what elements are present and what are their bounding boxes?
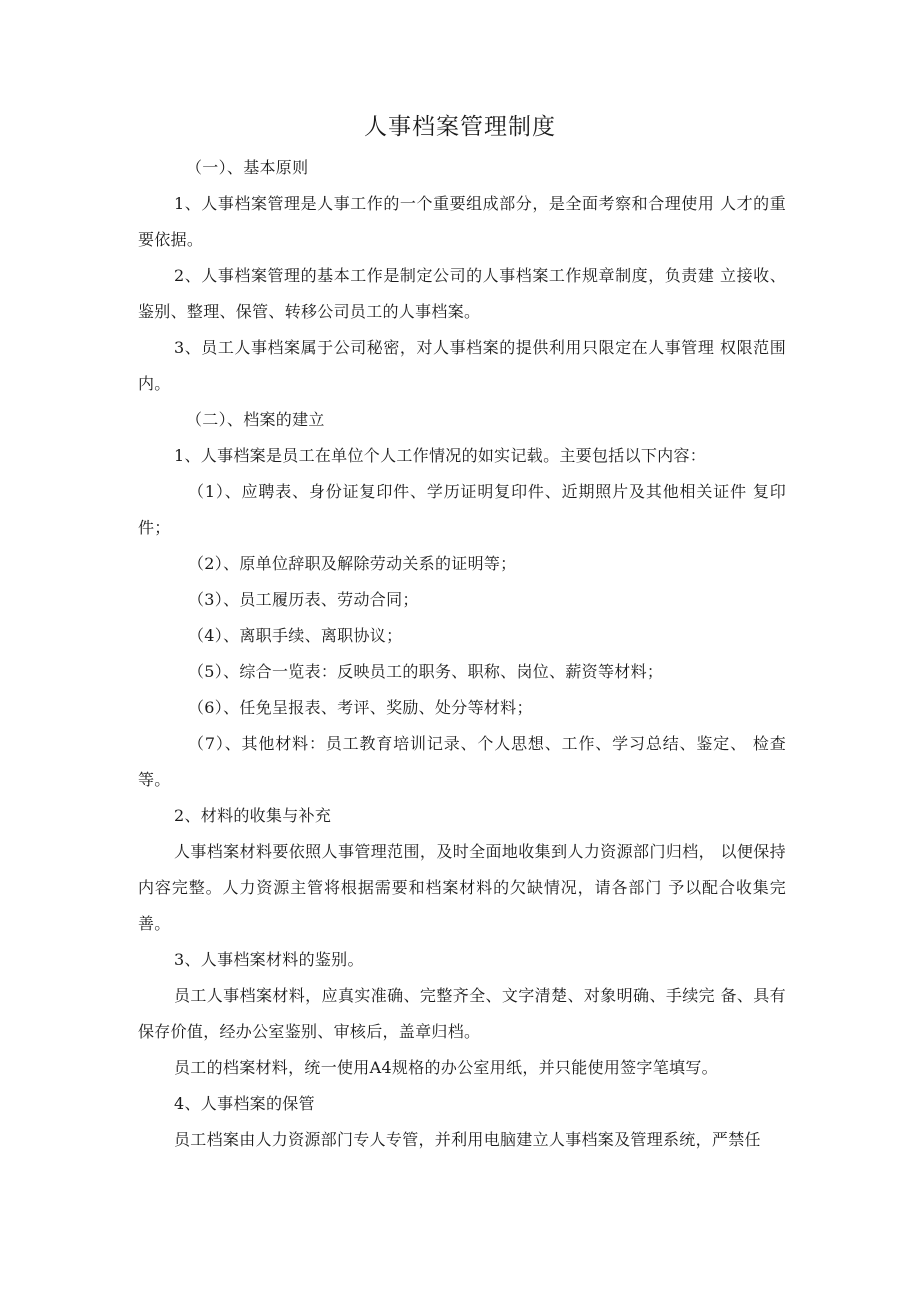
paragraph: 员工人事档案材料，应真实准确、完整齐全、文字清楚、对象明确、手续完 备、具有保存价值，经办公室鉴别、审核后，盖章归档。 xyxy=(138,986,786,1041)
paragraph: 人事档案材料要依照人事管理范围，及时全面地收集到人力资源部门归档， 以便保持内容完整。人力资源主管将根据需要和档案材料的欠缺情况，请各部门 予以配合收集完善。 xyxy=(138,842,786,933)
list-item: （6）、任免呈报表、考评、奖励、处分等材料； xyxy=(188,698,533,717)
paragraph: 员工的档案材料，统一使用A4规格的办公室用纸，并只能使用签字笔填写。 xyxy=(174,1058,718,1077)
subsection-heading: 2、材料的收集与补充 xyxy=(174,806,332,825)
subsection-heading: 3、人事档案材料的鉴别。 xyxy=(174,950,364,969)
list-item: （4）、离职手续、离职协议； xyxy=(188,626,403,645)
section-heading: （一）、基本原则 xyxy=(186,158,309,177)
document-body xyxy=(138,150,786,1158)
list-item: （2）、原单位辞职及解除劳动关系的证明等； xyxy=(188,554,517,573)
paragraph: 1、人事档案管理是人事工作的一个重要组成部分，是全面考察和合理使用 人才的重要依据。 xyxy=(138,194,786,249)
list-item: （5）、综合一览表：反映员工的职务、职称、岗位、薪资等材料； xyxy=(188,662,664,681)
paragraph: 员工档案由人力资源部门专人专管，并利用电脑建立人事档案及管理系统，严禁任 xyxy=(174,1130,761,1149)
list-item: （1）、应聘表、身份证复印件、学历证明复印件、近期照片及其他相关证件 复印件； xyxy=(138,482,786,537)
document-title: 人事档案管理制度 xyxy=(364,114,556,140)
paragraph: 2、人事档案管理的基本工作是制定公司的人事档案工作规章制度，负责建 立接收、鉴别、整理、保管、转移公司员工的人事档案。 xyxy=(138,266,786,321)
paragraph: 1、人事档案是员工在单位个人工作情况的如实记载。主要包括以下内容： xyxy=(174,446,707,465)
list-item: （3）、员工履历表、劳动合同； xyxy=(188,590,419,609)
section-heading: （二）、档案的建立 xyxy=(186,410,325,429)
subsection-heading: 4、人事档案的保管 xyxy=(174,1094,315,1113)
list-item: （7）、其他材料：员工教育培训记录、个人思想、工作、学习总结、鉴定、 检查等。 xyxy=(138,734,786,789)
paragraph: 3、员工人事档案属于公司秘密，对人事档案的提供利用只限定在人事管理 权限范围内。 xyxy=(138,338,786,393)
